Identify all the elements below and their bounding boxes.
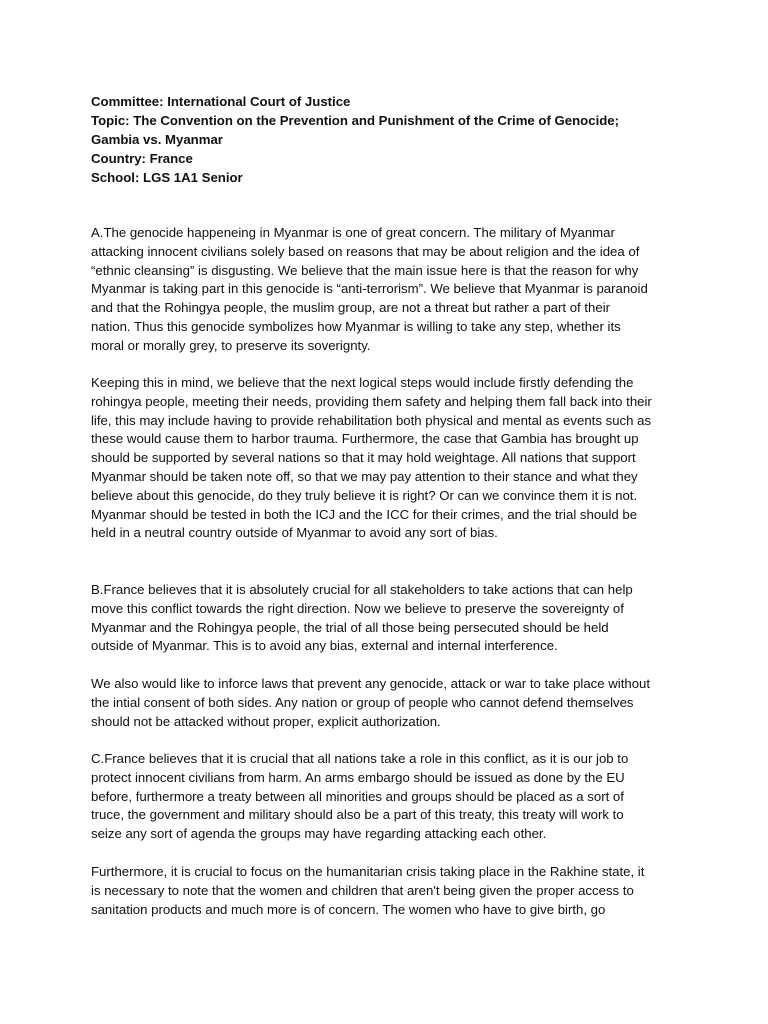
text-line: and that the Rohingya people, the muslim group, are not a threat but rather a part of their: [91, 300, 611, 316]
text-line: Myanmar and the Rohingya people, the trial of all those being persecuted should be held: [91, 619, 609, 635]
country-line: Country: France: [91, 151, 193, 166]
document-header: [91, 92, 691, 187]
school-line: School: LGS 1A1 Senior: [91, 170, 243, 185]
text-line: held in a neutral country outside of Myanmar to avoid any sort of bias.: [91, 525, 498, 541]
text-line: Myanmar is taking part in this genocide is “anti-terrorism”. We believe that Myanmar is paranoid: [91, 281, 648, 297]
text-line: attacking innocent civilians solely based on reasons that may be about religion and the idea of: [91, 243, 640, 259]
topic-line-1: Topic: The Convention on the Prevention and Punishment of the Crime of Genocide;: [91, 113, 620, 128]
paragraph-b-continued: [91, 675, 691, 731]
committee-line: Committee: International Court of Justice: [91, 94, 351, 109]
paragraph-a: [91, 224, 691, 356]
paragraph-a-continued: [91, 374, 691, 543]
text-line: truce, the government and military should also be a part of this treaty, this treaty will work to: [91, 807, 624, 823]
text-line: protect innocent civilians from harm. An arms embargo should be issued as done by the EU: [91, 769, 625, 785]
text-line: rohingya people, meeting their needs, providing them safety and helping them fall back into their: [91, 393, 652, 409]
text-line: is necessary to note that the women and children that aren't being given the proper access to: [91, 882, 634, 898]
text-line: should not be attacked without proper, explicit authorization.: [91, 713, 441, 729]
text-line: Keeping this in mind, we believe that the next logical steps would include firstly defending the: [91, 375, 634, 390]
text-line: the intial consent of both sides. Any nation or group of people who cannot defend themselves: [91, 694, 634, 710]
text-line: should be supported by several nations so that it may hold weightage. All nations that support: [91, 450, 636, 466]
text-line: these would cause them to harbor trauma. Furthermore, the case that Gambia has brought up: [91, 431, 639, 447]
text-line: moral or morally grey, to preserve its soverignty.: [91, 337, 371, 353]
text-line: believe about this genocide, do they truly believe it is right? Or can we convince them it is not.: [91, 487, 638, 503]
text-line: A.The genocide happeneing in Myanmar is one of great concern. The military of Myanmar: [91, 225, 615, 240]
text-line: We also would like to inforce laws that prevent any genocide, attack or war to take place without: [91, 676, 651, 691]
text-line: life, this may include having to provide rehabilitation both physical and mental as events such as: [91, 412, 652, 428]
text-line: “ethnic cleansing” is disgusting. We believe that the main issue here is that the reason for why: [91, 262, 639, 278]
text-line: seize any sort of agenda the groups may have regarding attacking each other.: [91, 826, 547, 842]
topic-line-2: Gambia vs. Myanmar: [91, 132, 223, 147]
text-line: Myanmar should be tested in both the ICJ and the ICC for their crimes, and the trial should be: [91, 506, 638, 522]
text-line: Myanmar should be taken note off, so that we may pay attention to their stance and what they: [91, 468, 638, 484]
text-line: C.France believes that it is crucial that all nations take a role in this conflict, as it is our job to: [91, 751, 629, 766]
paragraph-c: [91, 750, 691, 844]
paragraph-b: [91, 581, 691, 656]
text-line: sanitation products and much more is of concern. The women who have to give birth, go: [91, 901, 606, 917]
text-line: nation. Thus this genocide symbolizes how Myanmar is willing to take any step, whether its: [91, 318, 621, 334]
text-line: outside of Myanmar. This is to avoid any bias, external and internal interference.: [91, 638, 558, 654]
text-line: B.France believes that it is absolutely crucial for all stakeholders to take actions that can help: [91, 582, 633, 597]
text-line: move this conflict towards the right direction. Now we believe to preserve the sovereignty of: [91, 600, 624, 616]
text-line: Furthermore, it is crucial to focus on the humanitarian crisis taking place in the Rakhine state, it: [91, 864, 645, 879]
text-line: before, furthermore a treaty between all minorities and groups should be placed as a sort of: [91, 788, 624, 804]
paragraph-c-continued: [91, 863, 691, 919]
